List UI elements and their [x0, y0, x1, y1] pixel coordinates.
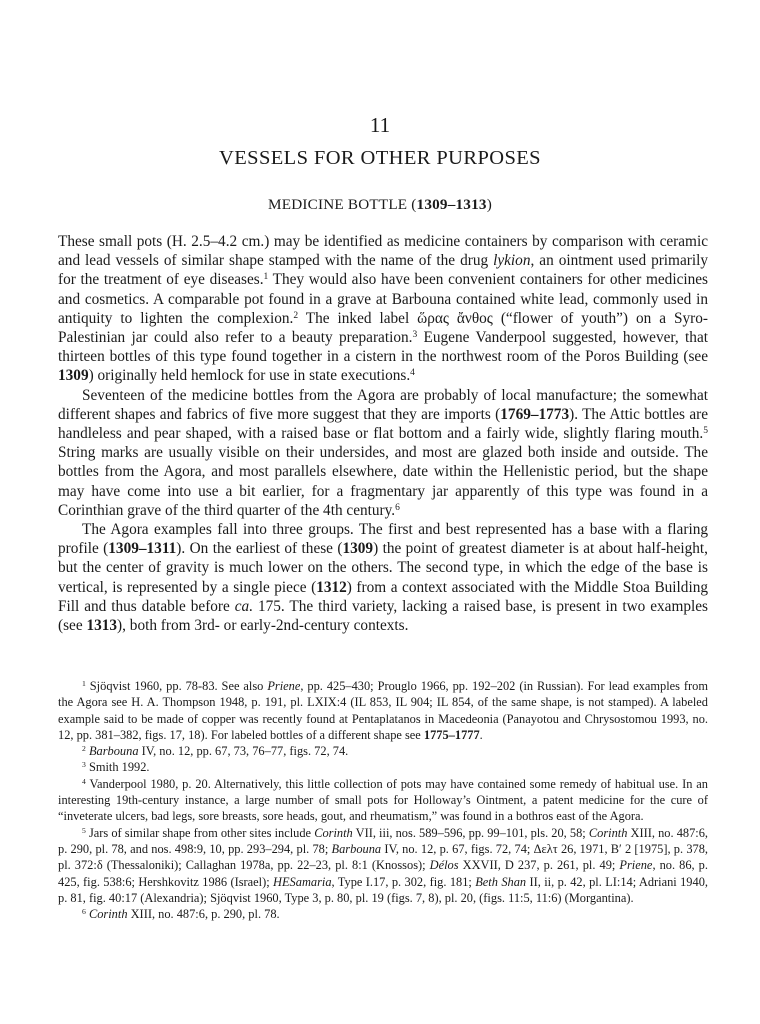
text-run: Smith 1992.	[85, 760, 150, 775]
text-run: Seventeen of the medicine bottles from the Agora are probably of local manufacture; the somewhat different shapes and fabrics of five more suggest that they are imports (	[58, 386, 708, 423]
section-title-close: )	[486, 196, 492, 213]
text-run: XIII, no. 487:6, p. 290, pl. 78.	[127, 907, 280, 922]
italic-text: Barbouna	[331, 841, 382, 856]
text-run: ) the point of greatest diameter is at about half-height, but the center of gravity is much lower on the others. The second type, in which the edge of the base is vertical, is represented by a single piece (	[58, 540, 708, 596]
footnote-marker: 4	[410, 368, 415, 379]
footnote-marker: 6	[82, 906, 86, 916]
chapter-title: VESSELS FOR OTHER PURPOSES	[219, 147, 541, 169]
text-run: XIII, no. 487:6, p. 290, pl. 78, and nos. 498:9, 10, pp. 293–294, pl. 78;	[58, 825, 709, 856]
text-run: , no. 86, p. 425, fig. 538:6; Hershkovitz 1986 (Israel);	[58, 858, 708, 889]
italic-text: lykion	[493, 252, 531, 270]
text-run: , pp. 425–430; Prouglo 1966, pp. 192–202 (in Russian). For lead examples from the Agora see H. A. Thompson 1948, p. 191, pl. LXIX:4 (IL 853, IL 904; IL 854, of the same shape, is not stamped). A labeled example said to be made of copper was recently found at Pentaplatanos in Macedeonia (Panayotou and Chrysostomou 1993, no. 12, pp. 381–382, figs. 17, 18). For labeled bottles of a different shape see	[58, 679, 708, 742]
footnote	[58, 825, 708, 906]
footnote	[58, 906, 708, 922]
footnote-marker: 2	[82, 743, 86, 753]
body-text	[58, 232, 708, 635]
catalog-number: 1775–1777	[423, 727, 480, 742]
text-run: XXVII, D 237, p. 261, pl. 49;	[458, 858, 620, 873]
text-run: Jars of similar shape from other sites include	[85, 825, 315, 840]
text-run: ). The Attic bottles are handleless and pear shaped, with a raised base or flat bottom and a fairly wide, slightly flaring mouth.	[58, 405, 708, 443]
text-run: The Agora examples fall into three groups. The first and best represented has a base with a flaring profile (	[58, 521, 708, 558]
catalog-number: 1312	[316, 578, 347, 596]
footnote-marker: 1	[263, 272, 269, 283]
footnote-marker: 3	[412, 329, 418, 340]
section-catalog-range: 1309–1313	[416, 196, 487, 213]
footnote-marker: 5	[82, 825, 86, 835]
italic-text: ca.	[234, 597, 254, 615]
italic-text: Corinth	[588, 825, 628, 840]
text-run: Eugene Vanderpool suggested, however, that thirteen bottles of this type found together in a cistern in the northwest room of the Poros Building (see	[58, 329, 708, 366]
text-run: IV, no. 12, p. 67, figs. 72, 74; Δελτ 26, 1971, B′ 2 [1975], p. 378, pl. 372:δ (Thessaloniki); Callaghan 1978a, pp. 22–23, pl. 8:1 (Knossos);	[58, 841, 709, 873]
text-run: ) originally held hemlock for use in state executions.	[88, 367, 411, 385]
italic-text: Priene	[267, 679, 301, 693]
text-run: These small pots (H. 2.5–4.2 cm.) may be identified as medicine containers by comparison with ceramic and lead vessels of similar shape stamped with the name of the drug	[58, 233, 708, 270]
footnote	[58, 743, 708, 759]
text-run: ). On the earliest of these (	[176, 540, 343, 558]
catalog-number: 1309	[342, 540, 374, 558]
text-run: Sjöqvist 1960, pp. 78-83. See also	[85, 679, 268, 693]
footnote	[58, 678, 708, 743]
body-paragraph	[58, 232, 708, 386]
body-paragraph	[58, 520, 708, 635]
text-run: II, ii, p. 42, pl. LI:14; Adriani 1940, p. 81, fig. 40:17 (Alexandria); Sjöqvist 1960, Type 3, p. 80, pl. 19 (figs. 7, 8), pl. 20, (figs. 11:5, 11:6) (Morgantina).	[58, 874, 708, 905]
text-run: , Type I.17, p. 302, fig. 181;	[331, 874, 476, 889]
italic-text: Corinth	[314, 825, 353, 840]
footnote-marker: 5	[703, 425, 708, 436]
italic-text: Délos	[429, 858, 459, 873]
text-run: The inked label ὥρας ἄνθος (“flower of youth”) on a Syro-Palestinian jar could also refer to a beauty preparation.	[58, 309, 708, 347]
footnotes	[58, 678, 708, 922]
footnote-marker: 3	[82, 760, 86, 770]
footnote	[58, 776, 708, 825]
body-paragraph	[58, 386, 708, 520]
text-run: ) from a context associated with the Middle Stoa Building Fill and thus datable before	[58, 578, 709, 615]
catalog-number: 1309–1311	[108, 540, 177, 558]
chapter-number: 11	[369, 113, 391, 137]
text-run: .	[479, 727, 483, 742]
footnote	[58, 759, 708, 775]
section-title	[0, 196, 760, 214]
text-run: , an ointment used primarily for the treatment of eye diseases.	[58, 252, 708, 289]
text-run: They would also have been convenient containers for other medicines and cosmetics. A comparable pot found in a grave at Barbouna contained white lead, commonly used in antiquity to lighten the complexion.	[58, 271, 708, 327]
text-run: Vanderpool 1980, p. 20. Alternatively, this little collection of pots may have contained some remedy of habitual use. In an interesting 19th-century instance, a large number of small pots for Holloway’s Ointment, a patent medicine for the cure of “inveterate ulcers, bad legs, sore breasts, sore heads, gout, and rheumatism,” was found in a bothros east of the Agora.	[58, 776, 708, 824]
text-run: String marks are usually visible on their undersides, and most are glazed both inside and outside. The bottles from the Agora, and most parallels elsewhere, date within the Hellenistic period, but the shape may have come into use a bit earlier, for a fragmentary jar apparently of this type was found in a Corinthian grave of the third quarter of the 4th century.	[58, 444, 708, 519]
text-run: VII, iii, nos. 589–596, pp. 99–101, pls. 20, 58;	[352, 825, 589, 840]
footnote-marker: 1	[82, 678, 86, 688]
section-title-text: MEDICINE BOTTLE (	[268, 196, 417, 213]
catalog-number: 1313	[86, 617, 118, 635]
text-run: IV, no. 12, pp. 67, 73, 76–77, figs. 72, 74.	[138, 744, 349, 759]
italic-text: Priene	[619, 858, 653, 873]
text-run: ), both from 3rd- or early-2nd-century contexts.	[117, 617, 409, 635]
italic-text: Beth Shan	[475, 874, 527, 889]
text-run: 175. The third variety, lacking a raised base, is present in two examples (see	[58, 597, 708, 635]
catalog-number: 1769–1773	[500, 405, 570, 423]
italic-text: HESamaria	[273, 874, 332, 889]
footnote-marker: 2	[293, 310, 299, 321]
footnote-marker: 4	[82, 776, 86, 786]
catalog-number: 1309	[58, 367, 89, 385]
italic-text: Barbouna	[88, 744, 139, 759]
footnote-marker: 6	[395, 502, 400, 513]
italic-text: Corinth	[88, 907, 128, 922]
